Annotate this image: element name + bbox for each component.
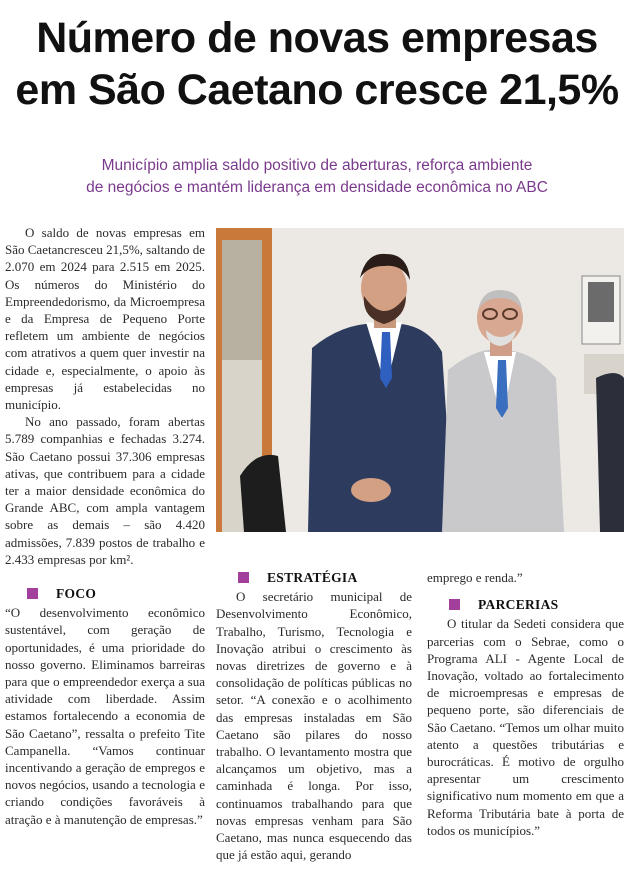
foco-heading: [5, 585, 205, 602]
headline-line-2: em São Caetano cresce 21,5%: [15, 66, 619, 114]
intro-paragraph-2: No ano passado, foram abertas 5.789 companhias e fechadas 3.274. São Caetano possui 37.306 empresas ativas, que contribuem para a cidade ter a maior densidade econômica do Grande ABC, com ampla vantagem sobre as demais – são 4.420 admissões, 7.839 postos de trabalho e 2.433 empresas por km².: [5, 414, 205, 567]
parcerias-heading: [427, 596, 624, 613]
photo-two-men-illustration: [216, 228, 624, 532]
estrategia-title: ESTRATÉGIA: [267, 570, 358, 585]
subheadline-line-2: de negócios e mantém liderança em densidade econômica no ABC: [86, 179, 548, 196]
section-square-icon: [27, 588, 38, 599]
estrategia-text: O secretário municipal de Desenvolvimento Econômico, Trabalho, Turismo, Tecnologia e Inovação atribui o crescimento às novas diretrizes de governo e à consolidação de políticas públicas no setor. “A conexão e o acolhimento das empresas instaladas em São Caetano são pilares do nosso trabalho. O levantamento mostra que alcançamos um objetivo, mas a caminhada é longa. Por isso, continuamos trabalhando para que novas empresas venham para São Caetano, mas nunca esquecendo das que já estão aqui, gerando: [216, 589, 412, 863]
parcerias-title: PARCERIAS: [478, 597, 559, 613]
intro-column: [5, 224, 205, 568]
subheadline-line-1: Município amplia saldo positivo de aberturas, reforça ambiente: [101, 157, 533, 174]
foco-text: “O desenvolvimento econômico sustentável, com geração de oportunidades, é uma prioridade do nosso governo. Eliminamos barreiras para que o empreendedor exerça a sua atividade com liberdade. Assim estamos fortalecendo a economia de São Caetano”, ressalta o prefeito Tite Campanella. “Vamos continuar incentivando a geração de empregos e novos negócios, usando a tecnologia e criando condições favoráveis à atração e à manutenção de empresas.”: [5, 605, 205, 827]
foco-title: FOCO: [56, 586, 97, 601]
article-photo: [216, 228, 624, 532]
headline: [0, 12, 634, 116]
foco-section: [5, 585, 205, 828]
section-square-icon: [449, 599, 460, 610]
parcerias-text: O titular da Sedeti considera que parcerias com o Sebrae, como o Programa ALI - Agente Local de Inovação, voltado ao fortalecimento de microempresas e empresas de pequeno porte, são diferenciais de São Caetano. “Temos um olhar muito atento a questões tributárias e burocráticas. É motivo de orgulho apresentar um crescimento significativo num momento em que a Reforma Tributária bate à porta de todos os municípios.”: [427, 616, 624, 838]
section-square-icon: [238, 572, 249, 583]
intro-paragraph-1: O saldo de novas empresas em São Caetancresceu 21,5%, saltando de 2.070 em 2024 para 2.515 em 2025. Os números do Ministério do Empreendedorismo, da Microempresa e da Empresa de Pequeno Porte refletem um ambiente de negócios com atrativos a quem quer investir na cidade e, especialmente, o apoio às empresas já estabelecidas no município.: [5, 225, 205, 413]
estrategia-section: [216, 569, 412, 863]
subheadline: [60, 155, 574, 199]
estrategia-heading: [216, 569, 412, 586]
estrategia-continuation: emprego e renda.”: [427, 570, 523, 585]
headline-line-1: Número de novas empresas: [36, 14, 598, 62]
column-3: [427, 569, 624, 839]
